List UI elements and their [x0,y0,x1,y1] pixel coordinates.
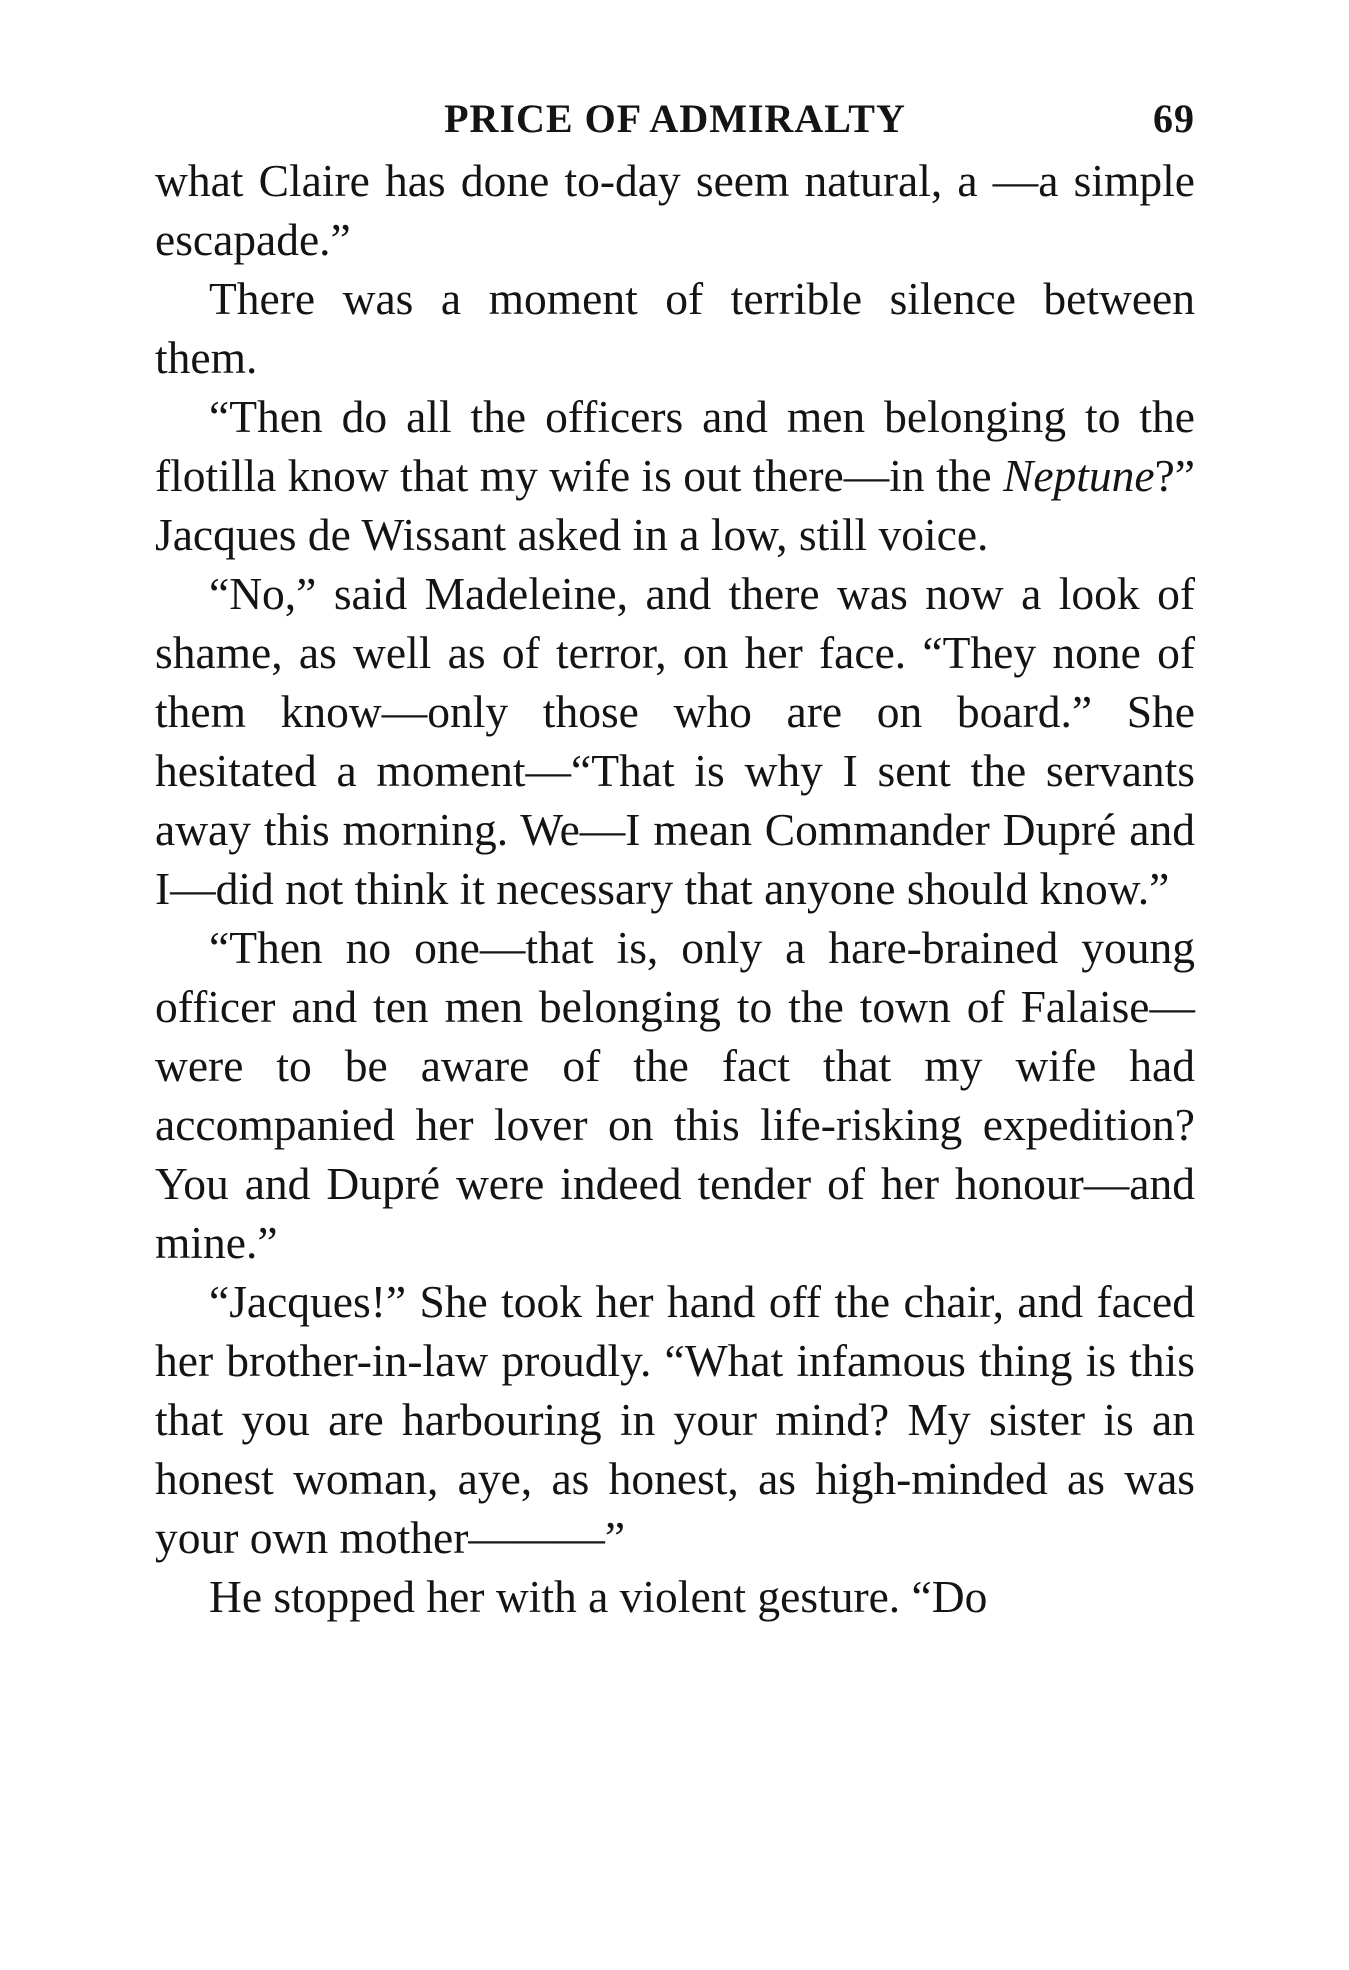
paragraph-3-before: “Then do all the officers and men belonging to the flotilla know that my wife is out there—in the [155,391,1195,501]
page-number: 69 [1153,96,1195,141]
paragraph-7: He stopped her with a violent gesture. “Do [209,1571,988,1622]
body-text [155,151,1195,1626]
paragraph-2: There was a moment of terrible silence between them. [155,273,1195,383]
running-title: PRICE OF ADMIRALTY [444,96,906,141]
paragraph-5: “Then no one—that is, only a hare-brained young officer and ten men belonging to the town of Falaise—were to be aware of the fact that my wife had accompanied her lover on this life-risking expedition? You and Dupré were indeed tender of her honour—and mine.” [155,922,1195,1268]
page-header [155,95,1195,151]
paragraph-6: “Jacques!” She took her hand off the chair, and faced her brother-in-law proudly. “What infamous thing is this that you are harbouring in your mind? My sister is an honest woman, aye, as honest, as high-minded as was your own mother———” [155,1276,1195,1563]
paragraph-4: “No,” said Madeleine, and there was now a look of shame, as well as of terror, on her face. “They none of them know—only those who are on board.” She hesitated a moment—“That is why I sent the servants away this morning. We—I mean Commander Dupré and I—did not think it necessary that anyone should know.” [155,568,1195,914]
paragraph-3-after: ?” Jacques de Wissant asked in a low, still voice. [155,450,1195,560]
ship-name: Neptune [1002,450,1155,501]
paragraph-3 [155,387,1195,564]
paragraph-1: what Claire has done to-day seem natural, a —a simple escapade.” [155,155,1195,265]
book-page [155,95,1195,1626]
